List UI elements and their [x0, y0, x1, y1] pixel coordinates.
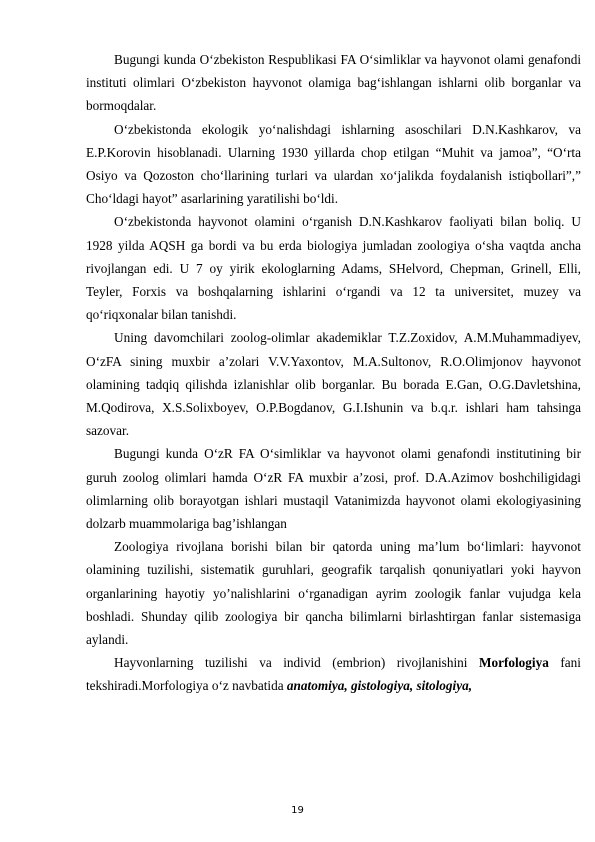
paragraph-7 [86, 651, 581, 697]
paragraph-3: O‘zbekistonda hayvonot olamini o‘rganish D.N.Kashkarov faoliyati bilan boliq. U 1928 yilda AQSH ga bordi va bu erda biologiya jumladan zoologiya o‘sha vaqtda ancha rivojlangan edi. U 7 oy yirik ekologlarning Adams, SHelvord, Chepman, Grinell, Elli, Teyler, Forxis va boshqalarning ishlarini o‘rgandi va 12 ta universitet, muzey va qo‘riqxonalar bilan tanishdi. [86, 214, 581, 323]
paragraph-1: Bugungi kunda O‘zbekiston Respublikasi FA O‘simliklar va hayvonot olami genafondi instituti olimlari O‘zbekiston hayvonot olamiga bag‘ishlangan ishlarni olib borganlar va bormoqdalar. [86, 52, 581, 114]
paragraph-2: O‘zbekistonda ekologik yo‘nalishdagi ishlarning asoschilari D.N.Kashkarov, va E.P.Korovin hisoblanadi. Ularning 1930 yillarda chop etilgan “Muhit va jamoa”, “O‘rta Osiyo va Qozoston cho‘llarining turlari va ulardan xo‘jalikda foydalanish istiqbollari”,” Cho‘ldagi hayot” asarlarining yaratilishi bo‘ldi. [86, 121, 581, 207]
paragraph-7-intro: Hayvonlarning tuzilishi va individ (embrion) rivojlanishini [114, 655, 479, 671]
page-number: 19 [291, 805, 304, 816]
term-morfologiya: Morfologiya [478, 655, 549, 671]
body-text [86, 48, 581, 698]
paragraph-6: Zoologiya rivojlana borishi bilan bir qatorda uning ma’lum bo‘limlari: hayvonot olamining tuzilishi, sistematik guruhlari, geografik tarqalish qonuniyatlari yoki hayvon organlarining hayotiy yo’nalishlarini o‘rganadigan ayrim zoologik fanlar vujudga kela boshladi. Shunday qilib zoologiya bir qancha bilimlarni birlashtirgan fanlar sistemasiga aylandi. [86, 539, 581, 648]
paragraph-7-middle: fani tekshiradi.Morfologiya o‘z navbatida [86, 655, 581, 694]
paragraph-4: Uning davomchilari zoolog-olimlar akademiklar T.Z.Zoxidov, A.M.Muhammadiyev, O‘zFA sining muxbir a’zolari V.V.Yaxontov, M.A.Sultonov, R.O.Olimjonov hayvonot olamining tadqiq qilishda izlanishlar olib borganlar. Bu borada E.Gan, O.G.Davletshina, M.Qodirova, X.S.Solixboyev, O.P.Bogdanov, G.I.Ishunin va b.q.r. ishlari ham tahsinga sazovar. [86, 330, 581, 439]
terms-anatomy-histology-cytology: anatomiya, gistologiya, sitologiya, [286, 678, 473, 694]
paragraph-5: Bugungi kunda O‘zR FA O‘simliklar va hayvonot olami genafondi institutining bir guruh zoolog olimlari hamda O‘zR FA muxbir a’zosi, prof. D.A.Azimov boshchiligidagi olimlarning olib borayotgan ishlari mustaqil Vatanimizda hayvonot olami ekologiyasining dolzarb muammolariga bag’ishlangan [86, 446, 581, 532]
